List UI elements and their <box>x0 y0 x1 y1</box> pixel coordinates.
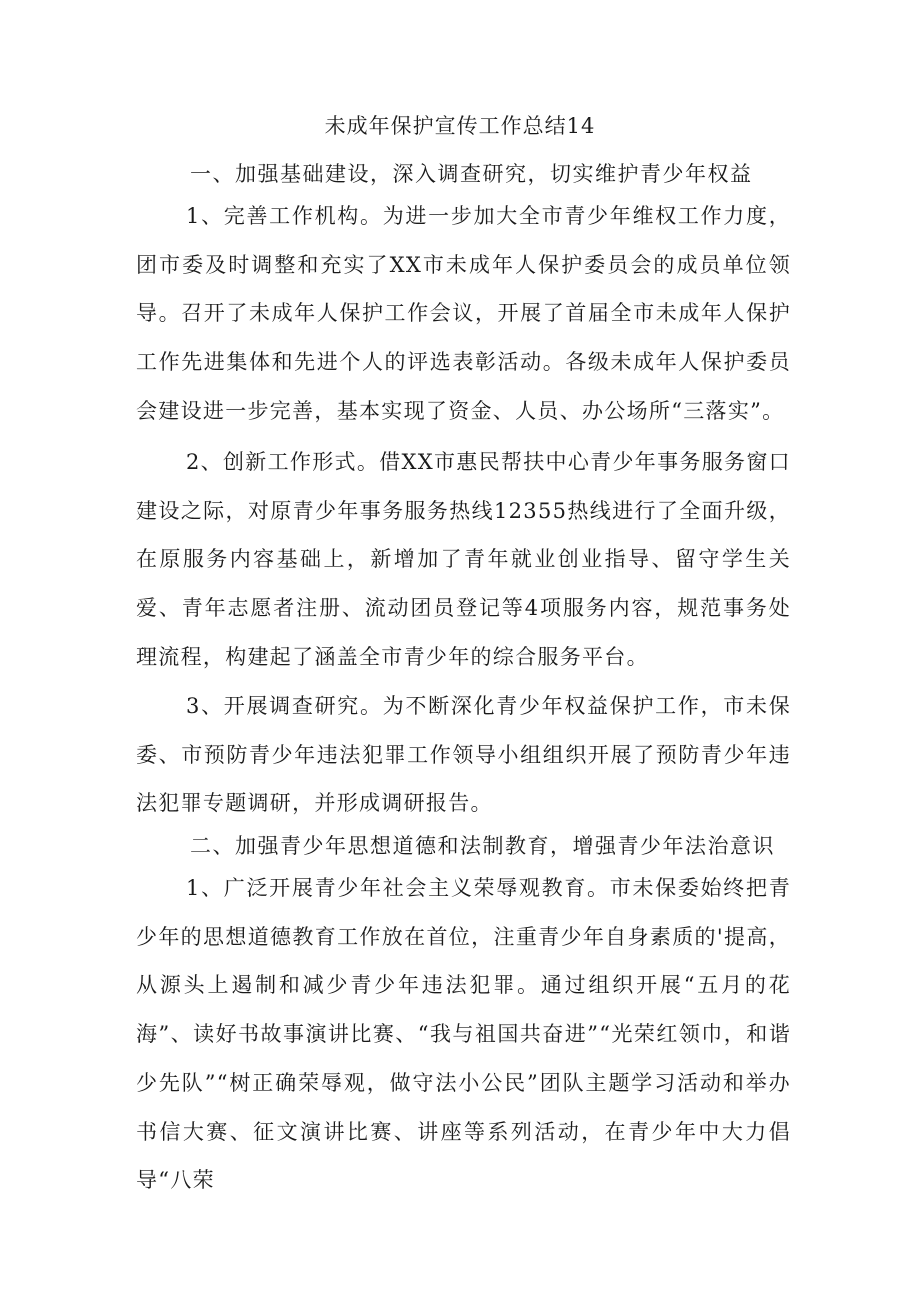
section-1-paragraph-3: 3、开展调查研究。为不断深化青少年权益保护工作，市未保委、市预防青少年违法犯罪工作领导小组组织开展了预防青少年违法犯罪专题调研，并形成调研报告。 <box>136 694 791 816</box>
section-1-paragraph-2: 2、创新工作形式。借XX市惠民帮扶中心青少年事务服务窗口建设之际，对原青少年事务服务热线12355热线进行了全面升级，在原服务内容基础上，新增加了青年就业创业指导、留守学生关爱、青年志愿者注册、流动团员登记等4项服务内容，规范事务处理流程，构建起了涵盖全市青少年的综合服务平台。 <box>136 450 791 669</box>
section-1-heading: 一、加强基础建设，深入调查研究，切实维护青少年权益 <box>190 162 753 186</box>
section-2-heading: 二、加强青少年思想道德和法制教育，增强青少年法治意识 <box>190 834 775 858</box>
section-1-paragraph-1: 1、完善工作机构。为进一步加大全市青少年维权工作力度，团市委及时调整和充实了XX市未成年人保护委员会的成员单位领导。召开了未成年人保护工作会议，开展了首届全市未成年人保护工作先进集体和先进个人的评选表彰活动。各级未成年人保护委员会建设进一步完善，基本实现了资金、人员、办公场所“三落实”。 <box>136 204 791 423</box>
section-2-paragraph-1: 1、广泛开展青少年社会主义荣辱观教育。市未保委始终把青少年的思想道德教育工作放在首位，注重青少年自身素质的'提高，从源头上遏制和减少青少年违法犯罪。通过组织开展“五月的花海”、读好书故事演讲比赛、“我与祖国共奋进”“光荣红领巾，和谐少先队”“树正确荣辱观，做守法小公民”团队主题学习活动和举办书信大赛、征文演讲比赛、讲座等系列活动，在青少年中大力倡导“八荣 <box>136 876 791 1193</box>
document-title: 未成年保护宣传工作总结14 <box>324 114 596 138</box>
